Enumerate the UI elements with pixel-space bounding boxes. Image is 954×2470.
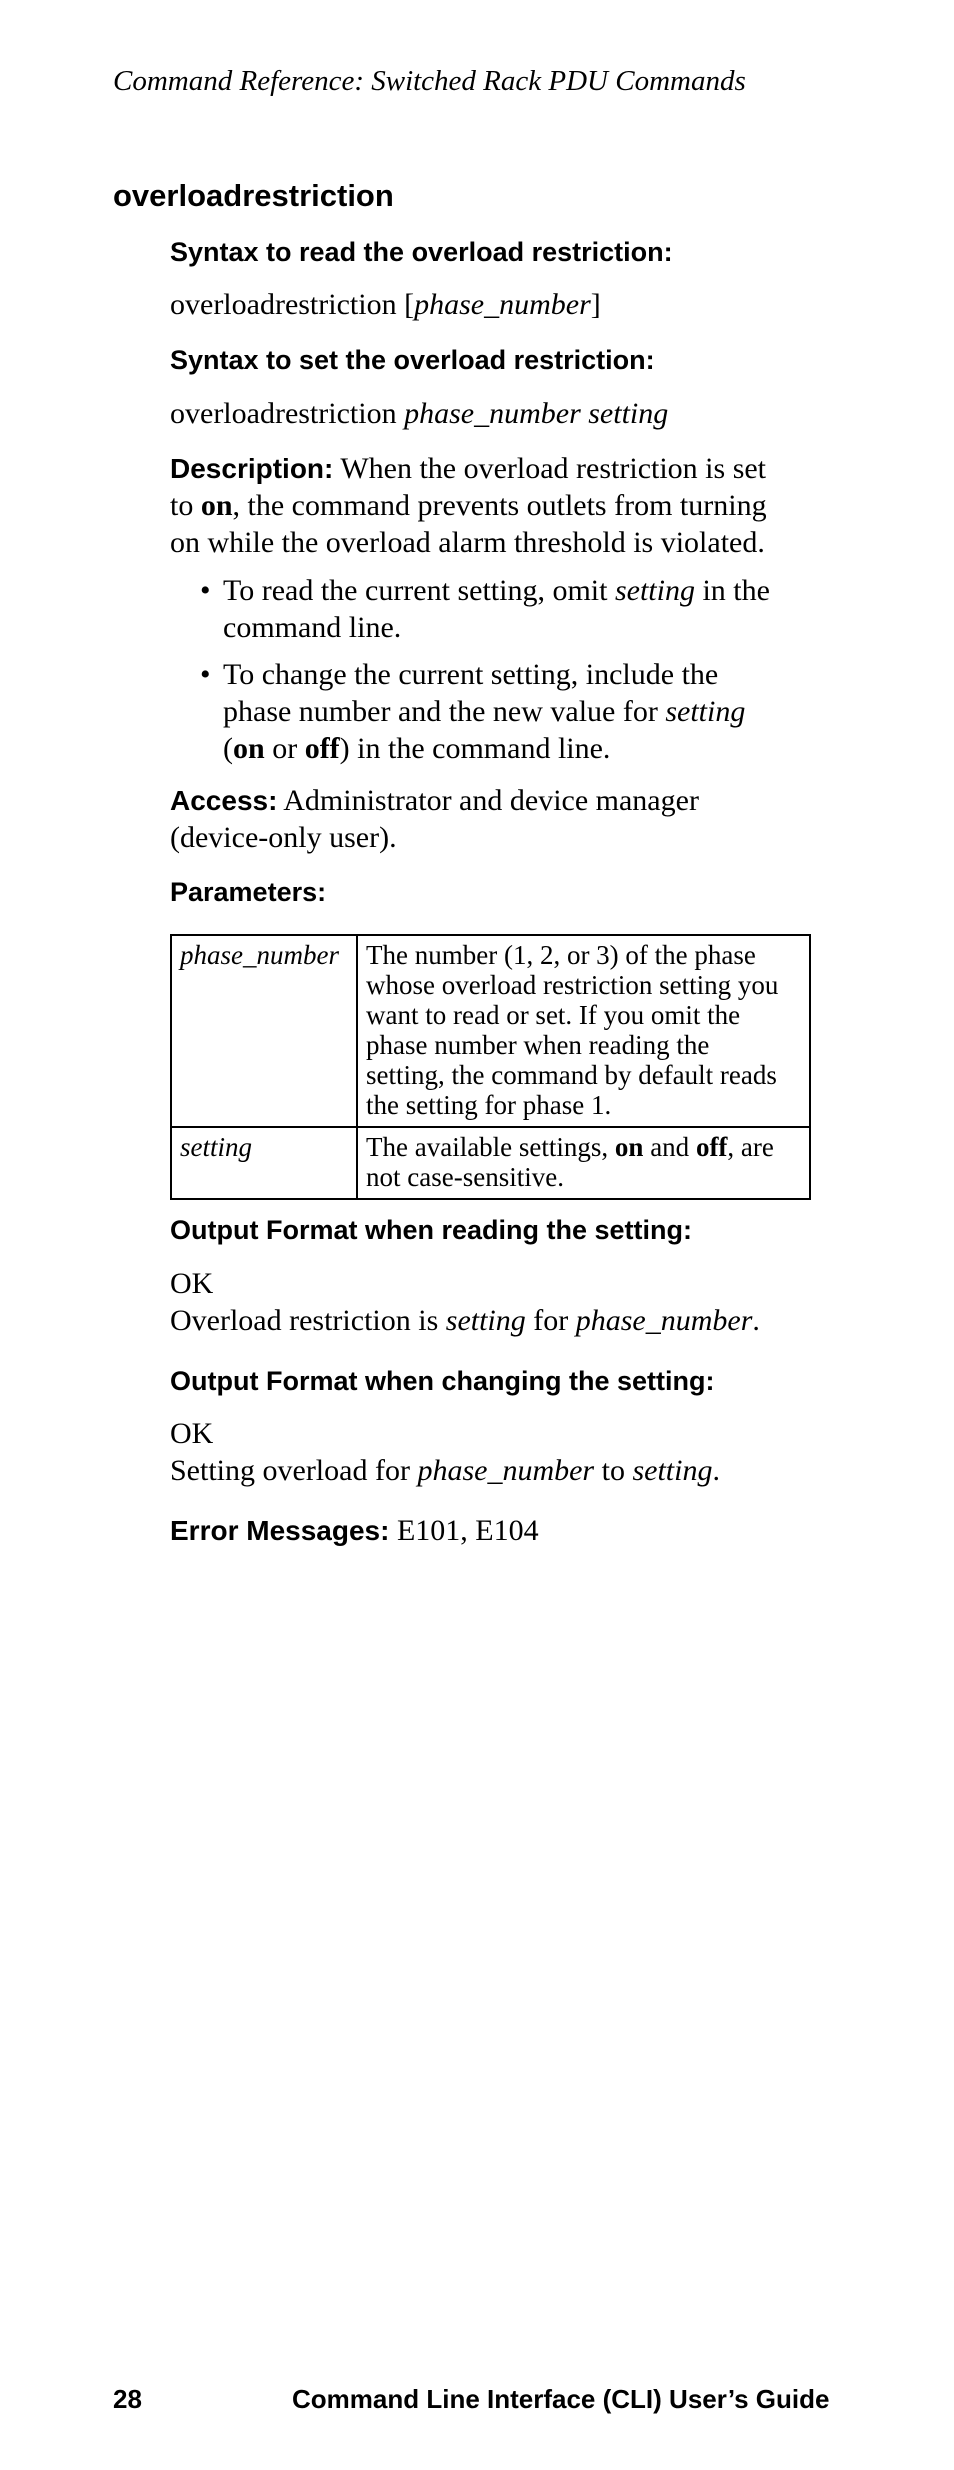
bullet-item	[200, 656, 810, 767]
output-change-message	[170, 1452, 810, 1489]
parameter-name: setting	[171, 1127, 357, 1199]
bullet-dot: •	[200, 658, 211, 691]
bullet-list	[200, 572, 810, 767]
description-line: whose overload restriction setting you	[366, 970, 779, 1000]
description-label: Description:	[170, 453, 334, 484]
output-change-heading: Output Format when changing the setting:	[170, 1366, 715, 1396]
bullet-2-line-3	[223, 730, 810, 767]
footer-guide-title: Command Line Interface (CLI) User’s Guide	[292, 2384, 830, 2414]
access-line-2: (device-only user).	[170, 821, 397, 854]
read-syntax-open-bracket: [	[396, 288, 415, 321]
output-change-italic-1: phase_number	[417, 1454, 595, 1487]
output-read-italic-2: phase_number	[575, 1304, 753, 1337]
description-line: setting, the command by default reads	[366, 1060, 777, 1090]
description-line: want to read or set. If you omit the	[366, 1000, 741, 1030]
description-to: to	[170, 489, 201, 522]
bullet-dot: •	[200, 574, 211, 607]
parameter-name: phase_number	[171, 935, 357, 1127]
output-read-message	[170, 1302, 810, 1339]
setting-on: on	[614, 1132, 644, 1162]
bullet-1-text-b: in the	[694, 574, 770, 607]
bullet-1-text-a: To read the current setting, omit	[223, 574, 615, 607]
description-on: on	[200, 489, 233, 522]
access-paragraph	[170, 782, 810, 856]
output-read-ok: OK	[170, 1267, 214, 1300]
bullet-item	[200, 572, 810, 646]
table-row	[171, 1127, 810, 1199]
bullet-2-line-2	[223, 693, 810, 730]
output-read-block	[170, 1265, 810, 1339]
output-change-italic-2: setting	[632, 1454, 713, 1487]
set-syntax-line	[170, 395, 810, 432]
error-messages-label: Error Messages:	[170, 1515, 390, 1546]
parameter-description	[357, 1127, 810, 1199]
bullet-1-italic: setting	[614, 574, 695, 607]
read-syntax-close-bracket: ]	[590, 288, 601, 321]
running-header: Command Reference: Switched Rack PDU Commands	[113, 65, 746, 97]
page-number: 28	[113, 2384, 142, 2414]
output-read-text-b: for	[525, 1304, 576, 1337]
bullet-2-line-1: To change the current setting, include the	[223, 658, 719, 691]
read-syntax-line	[170, 286, 810, 323]
parameters-heading: Parameters:	[170, 877, 327, 907]
description-line	[366, 1132, 801, 1162]
setting-text-a: The available settings,	[366, 1132, 615, 1162]
output-read-text-a: Overload restriction is	[170, 1304, 446, 1337]
bullet-2-close: ) in the command line.	[339, 732, 611, 765]
bullet-2-open-paren: (	[223, 732, 233, 765]
output-change-text-b: to	[594, 1454, 633, 1487]
output-change-period: .	[712, 1454, 720, 1487]
output-read-period: .	[752, 1304, 760, 1337]
access-text-1: Administrator and device manager	[277, 784, 699, 817]
description-line-3: on while the overload alarm threshold is violated.	[170, 526, 765, 559]
bullet-2-text-a: phase number and the new value for	[223, 695, 666, 728]
output-read-heading: Output Format when reading the setting:	[170, 1215, 692, 1245]
set-syntax-arguments: phase_number setting	[404, 397, 669, 430]
description-paragraph	[170, 450, 810, 561]
read-syntax-heading: Syntax to read the overload restriction:	[170, 237, 673, 267]
output-change-block	[170, 1415, 810, 1489]
read-syntax-argument: phase_number	[414, 288, 591, 321]
command-heading: overloadrestriction	[113, 178, 394, 213]
access-line-1	[170, 782, 810, 819]
read-syntax-command: overloadrestriction	[170, 288, 397, 321]
output-read-italic-1: setting	[445, 1304, 526, 1337]
description-line: the setting for phase 1.	[366, 1090, 612, 1120]
access-label: Access:	[170, 785, 278, 816]
bullet-2-or: or	[264, 732, 305, 765]
description-line: The number (1, 2, or 3) of the phase	[366, 940, 756, 970]
description-text-2: , the command prevents outlets from turning	[232, 489, 767, 522]
set-syntax-heading: Syntax to set the overload restriction:	[170, 345, 655, 375]
error-messages-line	[170, 1512, 810, 1549]
bullet-2-on: on	[233, 732, 265, 765]
setting-text-b: , are	[727, 1132, 774, 1162]
output-change-ok: OK	[170, 1417, 214, 1450]
bullet-1-line-1	[223, 572, 810, 609]
description-line: not case-sensitive.	[366, 1162, 564, 1192]
parameter-description	[357, 935, 810, 1127]
bullet-1-line-2: command line.	[223, 611, 402, 644]
description-text-1: When the overload restriction is set	[333, 452, 767, 485]
description-line-1	[170, 450, 810, 487]
table-row	[171, 935, 810, 1127]
bullet-2-italic: setting	[665, 695, 746, 728]
setting-off: off	[695, 1132, 728, 1162]
description-line-2	[170, 487, 810, 524]
error-messages-value: E101, E104	[389, 1514, 539, 1547]
set-syntax-command: overloadrestriction	[170, 397, 405, 430]
output-change-text-a: Setting overload for	[170, 1454, 418, 1487]
setting-and: and	[643, 1132, 696, 1162]
description-line: phase number when reading the	[366, 1030, 710, 1060]
parameters-table	[170, 934, 811, 1200]
bullet-2-off: off	[304, 732, 340, 765]
